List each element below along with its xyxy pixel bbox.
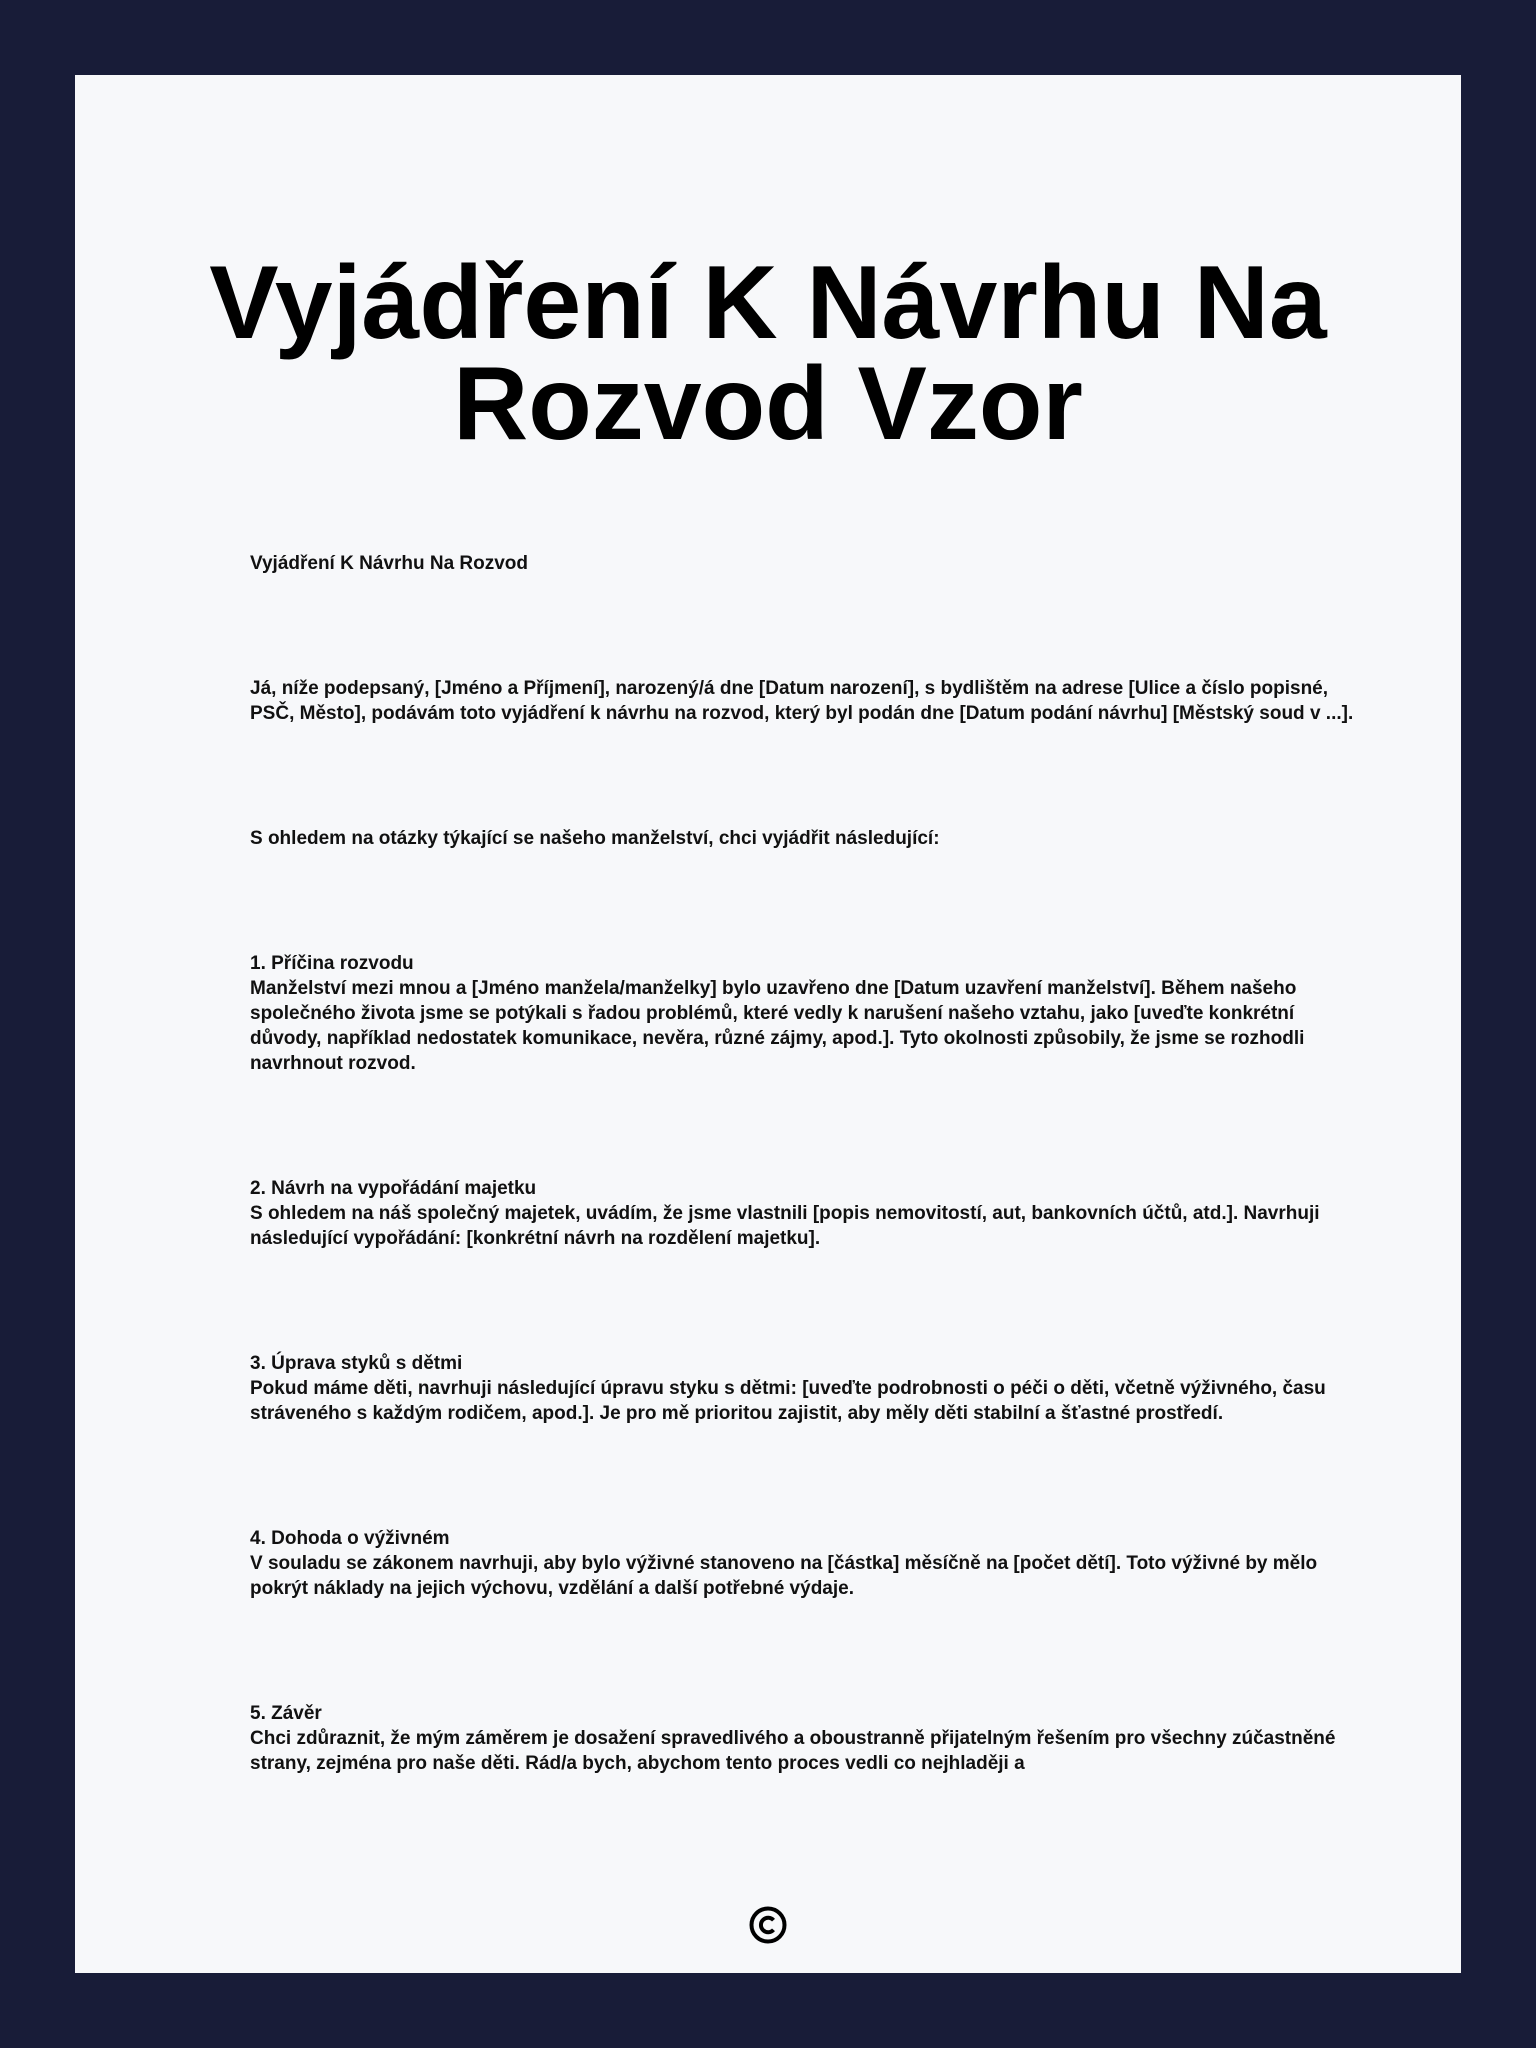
page-title: Vyjádření K Návrhu Na Rozvod Vzor (209, 245, 1327, 462)
section-conclusion (250, 1701, 1370, 1776)
intro-paragraph: Já, níže podepsaný, [Jméno a Příjmení], narozený/á dne [Datum narození], s bydlištěm na adrese [Ulice a číslo popisné, PSČ, Město], podávám toto vyjádření k návrhu na rozvod, který byl podán dne [Datum podání návrhu] [Městský soud v ...]. (250, 678, 1354, 724)
document-content (250, 551, 1370, 1876)
section-heading: 4. Dohoda o výživném (250, 1528, 450, 1549)
section-property-settlement (250, 1176, 1370, 1251)
section-body: Manželství mezi mnou a [Jméno manžela/manželky] bylo uzavřeno dne [Datum uzavření manželství]. Během našeho společného života jsme se potýkali s řadou problémů, které vedly k narušení našeho vztahu, jako [uveďte konkrétní důvody, například nedostatek komunikace, nevěra, různé zájmy, apod.]. Tyto okolnosti způsobily, že jsme se rozhodli navrhnout rozvod. (250, 978, 1305, 1074)
section-body: Chci zdůraznit, že mým záměrem je dosažení spravedlivého a oboustranně přijatelným řešením pro všechny zúčastněné strany, zejména pro naše děti. Rád/a bych, abychom tento proces vedli co nejhlaději a (250, 1728, 1336, 1774)
copyright-icon (748, 1905, 788, 1945)
section-body: S ohledem na náš společný majetek, uvádím, že jsme vlastnili [popis nemovitostí, aut, bankovních účtů, atd.]. Navrhuji následující vypořádání: [konkrétní návrh na rozdělení majetku]. (250, 1203, 1320, 1249)
lead-paragraph: S ohledem na otázky týkající se našeho manželství, chci vyjádřit následující: (250, 828, 940, 849)
section-alimony (250, 1526, 1370, 1601)
section-body: V souladu se zákonem navrhuji, aby bylo výživné stanoveno na [částka] měsíčně na [počet dětí]. Toto výživné by mělo pokrýt náklady na jejich výchovu, vzdělání a další potřebné výdaje. (250, 1553, 1318, 1599)
section-heading: 2. Návrh na vypořádání majetku (250, 1178, 537, 1199)
section-heading: 1. Příčina rozvodu (250, 953, 414, 974)
document-page (75, 75, 1461, 1973)
section-heading: 5. Závěr (250, 1703, 322, 1724)
section-child-contact (250, 1351, 1370, 1426)
section-cause-of-divorce (250, 951, 1370, 1076)
document-subtitle: Vyjádření K Návrhu Na Rozvod (250, 553, 529, 574)
section-body: Pokud máme děti, navrhuji následující úpravu styku s dětmi: [uveďte podrobnosti o péči o děti, včetně výživného, času stráveného s každým rodičem, apod.]. Je pro mě prioritou zajistit, aby měly děti stabilní a šťastné prostředí. (250, 1378, 1326, 1424)
section-heading: 3. Úprava styků s dětmi (250, 1353, 463, 1374)
